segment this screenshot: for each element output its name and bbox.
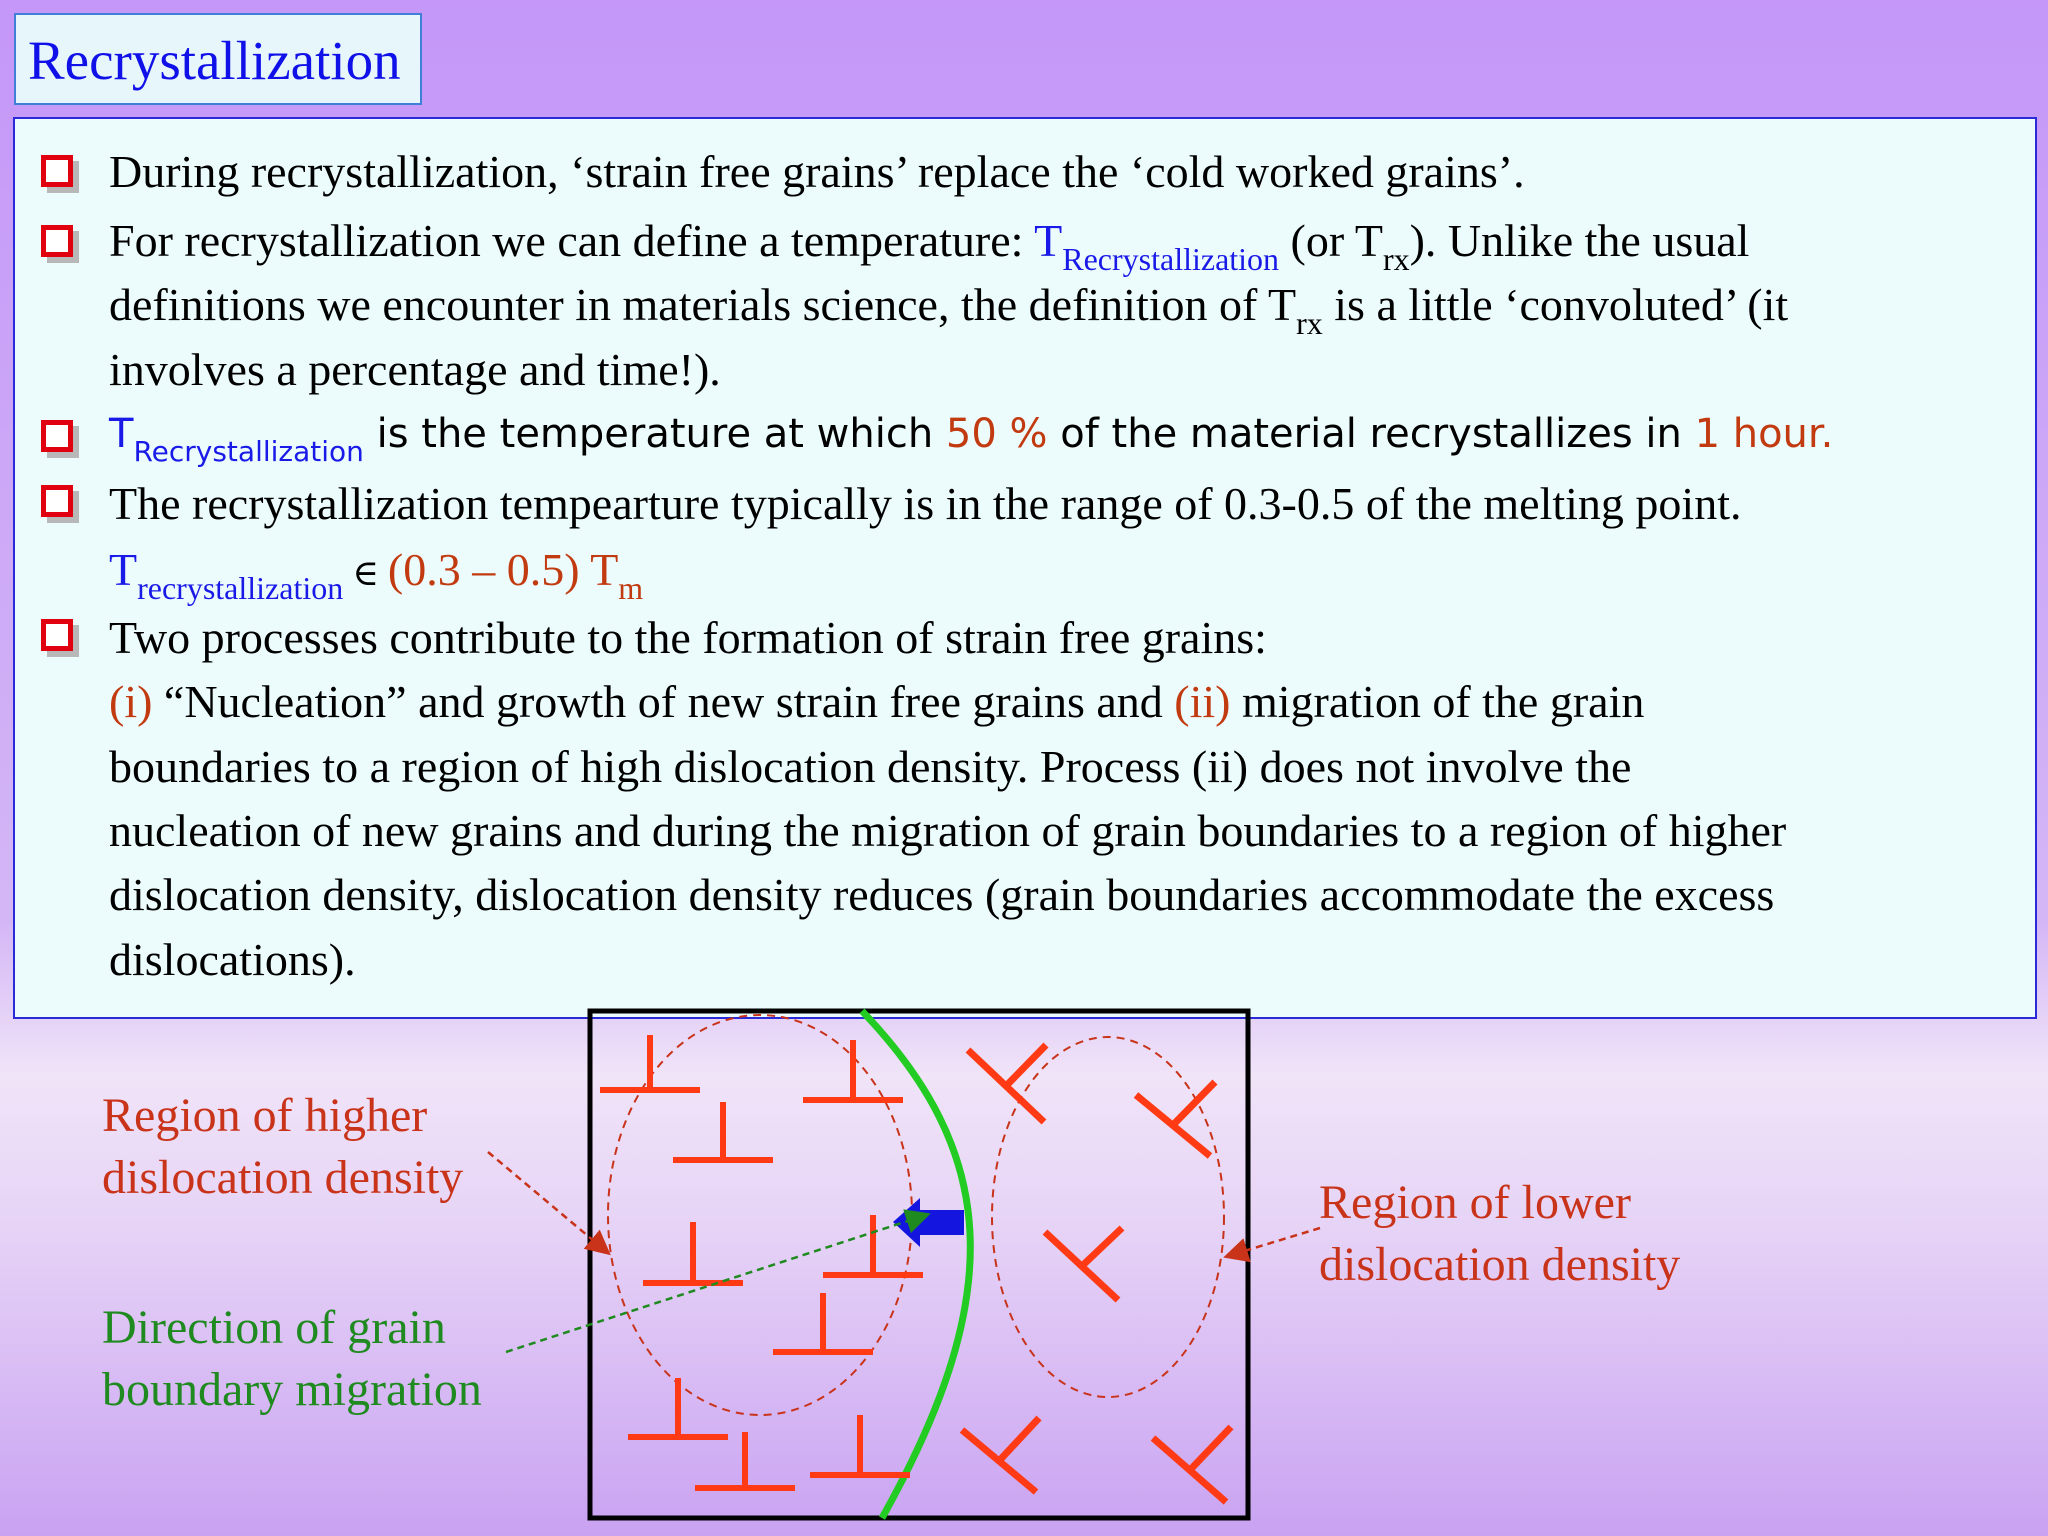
bullet-2-line-3: involves a percentage and time!).: [109, 344, 721, 395]
lower-density-label: [1319, 1172, 1680, 1296]
bullet-2-post: ). Unlike the usual: [1409, 215, 1750, 266]
bullet-5-a: “Nucleation” and growth of new strain free grains and: [152, 676, 1175, 727]
lower-density-region: [992, 1037, 1224, 1397]
bullet-5-line-4: nucleation of new grains and during the migration of grain boundaries to a region of higher: [109, 805, 1787, 856]
m-subscript: m: [618, 570, 644, 606]
direction-label-line-2: boundary migration: [102, 1363, 482, 1416]
dislocation-symbol-icon: [810, 1415, 910, 1475]
dislocation-symbol-icon: [1045, 1228, 1122, 1300]
lower-region-pointer: [1228, 1228, 1320, 1256]
direction-pointer: [506, 1215, 926, 1352]
rx-subscript: rx: [1382, 241, 1410, 277]
t-symbol: T: [1034, 215, 1063, 266]
grain-boundary: [862, 1011, 970, 1518]
bullet-5-line-1: Two processes contribute to the formation of strain free grains:: [109, 612, 1267, 663]
process-i-label: (i): [109, 676, 153, 727]
bullet-5-b: migration of the grain: [1230, 676, 1645, 727]
t-symbol: T: [109, 411, 134, 457]
lower-density-label-line-2: dislocation density: [1319, 1238, 1681, 1291]
higher-density-label-line-1: Region of higher: [102, 1089, 428, 1142]
bullet-3-a: is the temperature at which: [363, 411, 946, 457]
element-of-symbol: ∈: [343, 553, 388, 593]
dislocation-symbol-icon: [803, 1040, 903, 1100]
bullet-5-line-5: dislocation density, dislocation density reduces (grain boundaries accommodate the excess: [109, 869, 1775, 920]
higher-density-label-line-2: dislocation density: [102, 1151, 464, 1204]
percentage-value: 50 %: [945, 411, 1048, 457]
dislocation-symbol-icon: [695, 1432, 795, 1488]
direction-label: [102, 1297, 482, 1421]
dislocation-symbol-icon: [673, 1102, 773, 1160]
lower-density-label-line-1: Region of lower: [1319, 1176, 1631, 1229]
dislocation-symbol-icon: [628, 1378, 728, 1437]
dislocation-symbol-icon: [962, 1418, 1039, 1492]
bullet-4-line-1: The recrystallization tempearture typically is in the range of 0.3-0.5 of the melting point.: [109, 478, 1742, 529]
bullet-2-pre: For recrystallization we can define a temperature:: [109, 215, 1035, 266]
range-text: (0.3 – 0.5) T: [387, 544, 619, 595]
higher-dislocations: [600, 1035, 923, 1488]
process-ii-label: (ii): [1174, 676, 1231, 727]
migration-arrow-icon: [893, 1198, 964, 1247]
bullet-3-b: of the material recrystallizes in: [1047, 411, 1695, 457]
dislocation-symbol-icon: [773, 1293, 873, 1352]
t-symbol: T: [109, 544, 138, 595]
dislocation-symbol-icon: [1136, 1082, 1215, 1156]
bullet-5-line-3: boundaries to a region of high dislocation density. Process (ii) does not involve the: [109, 741, 1632, 792]
rx-subscript: rx: [1296, 305, 1323, 341]
bullet-5-line-6: dislocations).: [109, 934, 356, 985]
dislocation-symbol-icon: [968, 1045, 1046, 1122]
bullet-2-mid: (or T: [1279, 215, 1383, 266]
bullet-2-line-2-post: is a little ‘convoluted’ (it: [1322, 279, 1789, 330]
direction-label-line-1: Direction of grain: [102, 1301, 446, 1354]
t-subscript: Recrystallization: [133, 435, 364, 468]
time-value: 1 hour.: [1694, 411, 1834, 457]
t-subscript: Recrystallization: [1062, 241, 1280, 277]
t-subscript: recrystallization: [137, 570, 344, 606]
dislocation-symbol-icon: [1153, 1427, 1231, 1502]
dislocation-symbol-icon: [600, 1035, 700, 1090]
dislocation-symbol-icon: [643, 1222, 743, 1283]
higher-density-label: [102, 1085, 463, 1209]
bullet-2-line-2-pre: definitions we encounter in materials science, the definition of T: [109, 279, 1297, 330]
page-title: Recrystallization: [28, 30, 401, 91]
bullet-1-text: During recrystallization, ‘strain free grains’ replace the ‘cold worked grains’.: [109, 146, 1525, 197]
lower-dislocations: [962, 1045, 1231, 1502]
